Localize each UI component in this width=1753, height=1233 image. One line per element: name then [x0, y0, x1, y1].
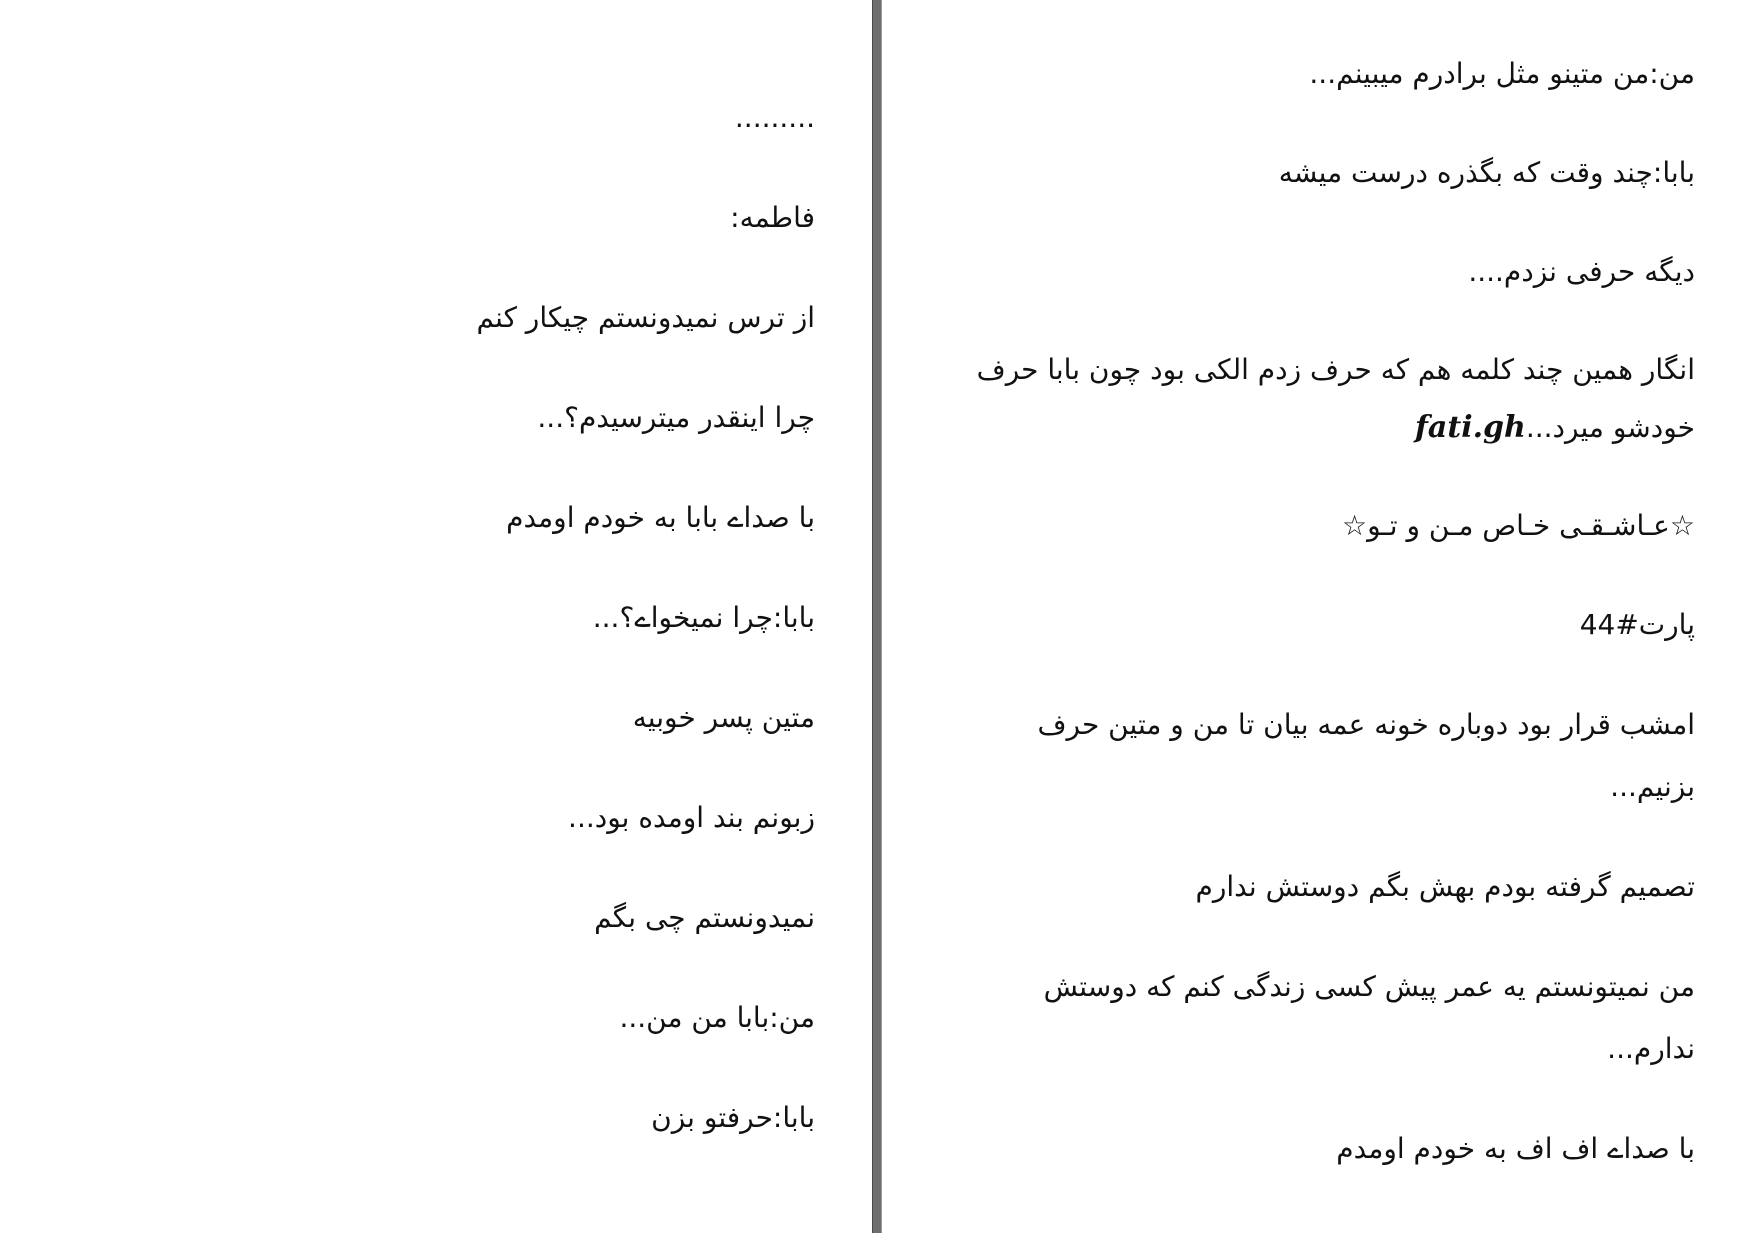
- paragraph: من نمیتونستم یه عمر پیش کسی زندگی کنم که دوستش ندارم...: [1043, 970, 1695, 1065]
- paragraph: بابا:حرفتو بزن: [651, 1101, 815, 1134]
- paragraph: نمیدونستم چی بگم: [594, 901, 815, 934]
- paragraph: من:من متینو مثل برادرم میبینم...: [1309, 57, 1695, 90]
- speaker-label: فاطمه:: [730, 201, 815, 234]
- paragraph: تصمیم گرفته بودم بهش بگم دوستش ندارم: [1195, 870, 1695, 903]
- story-title: ☆عـاشـقـی خـاص مـن و تـو☆: [1341, 509, 1695, 542]
- paragraph: زبونم بند اومده بود...: [568, 801, 815, 834]
- page-divider: [873, 0, 881, 1233]
- paragraph: امشب قرار بود دوباره خونه عمه بیان تا من و متین حرف بزنیم...: [1037, 708, 1695, 803]
- paragraph-with-signature: [950, 341, 1695, 457]
- paragraph: دیگه حرفی نزدم....: [1468, 255, 1695, 288]
- paragraph: من:بابا من من...: [619, 1001, 815, 1034]
- ellipsis-separator: .........: [734, 101, 815, 134]
- left-page-column: [380, 0, 815, 1233]
- part-number: پارت#44: [1579, 608, 1695, 641]
- paragraph: از ترس نمیدونستم چیکار کنم: [476, 301, 815, 334]
- paragraph: بابا:چرا نمیخواے؟...: [592, 601, 815, 634]
- paragraph: چرا اینقدر میترسیدم؟...: [537, 401, 815, 434]
- paragraph: با صداے اف اف به خودم اومدم: [1336, 1132, 1695, 1165]
- paragraph: بابا:چند وقت که بگذره درست میشه: [1278, 156, 1695, 189]
- paragraph: متین پسر خوبیه: [632, 701, 815, 734]
- author-signature: fati.gh: [1415, 410, 1526, 445]
- right-page-column: [950, 0, 1695, 1233]
- paragraph-text: انگار همین چند کلمه هم که حرف زدم الکی بود چون بابا حرف خودشو میرد...: [976, 353, 1695, 444]
- paragraph: با صداے بابا به خودم اومدم: [506, 501, 815, 534]
